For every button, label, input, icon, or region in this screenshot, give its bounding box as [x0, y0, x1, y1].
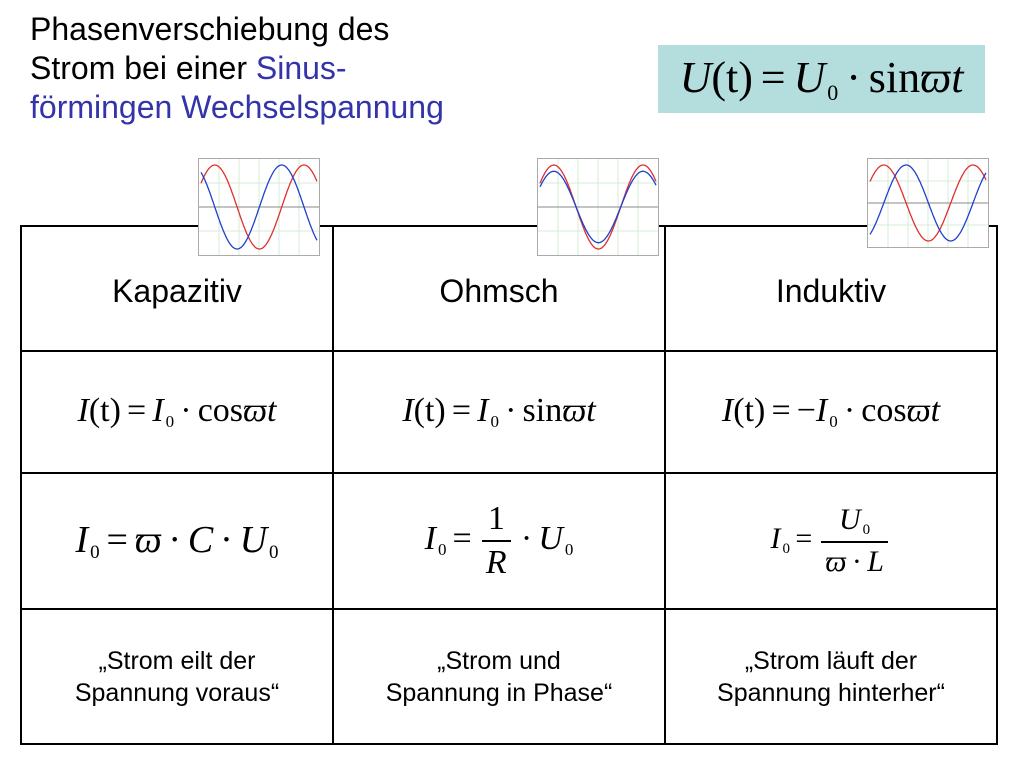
phase-table: [20, 225, 998, 745]
current-func: sin: [522, 392, 563, 430]
fraction-dot: ·: [851, 545, 862, 579]
amp-dot-1: ·: [168, 518, 182, 561]
fraction-denominator: [821, 545, 888, 579]
note-line-1: „Strom und: [437, 646, 561, 675]
amp-fraction: [821, 503, 888, 579]
waveform-plot-induktiv: [867, 158, 989, 248]
amp-U: U: [239, 518, 268, 561]
current-t: t: [267, 392, 277, 430]
amplitude-ohmsch: [334, 474, 666, 610]
current-t: t: [930, 392, 941, 430]
current-symbol: I: [77, 392, 89, 430]
voltage-dot: ·: [846, 53, 861, 103]
amp-eq: =: [106, 518, 128, 561]
note-line-1: „Strom läuft der: [744, 646, 918, 675]
waveform-svg: [868, 159, 988, 247]
header-kapazitiv: Kapazitiv: [22, 227, 334, 352]
voltage-formula: [680, 52, 964, 106]
current-eq-induktiv: [666, 352, 996, 474]
current-amp: I: [477, 392, 489, 430]
fraction-numerator: 1: [487, 500, 505, 537]
title-line-2-black: Strom bei einer: [30, 50, 256, 86]
amp-U-sub: 0: [269, 542, 279, 564]
current-amp: I: [815, 392, 828, 430]
voltage-t: t: [951, 53, 964, 103]
fraction-bar: [482, 540, 511, 542]
amp-dot: ·: [520, 519, 533, 557]
current-amp: I: [152, 392, 164, 430]
note-line-2: Spannung voraus“: [74, 678, 280, 707]
amp-dot-2: ·: [220, 518, 233, 561]
amp-I-sub: 0: [90, 542, 100, 564]
voltage-func: sin: [868, 53, 921, 103]
amp-U-sub: 0: [564, 539, 574, 559]
current-omega: ϖ: [906, 392, 931, 430]
amplitude-induktiv: [666, 474, 996, 610]
current-arg: (t): [88, 392, 121, 430]
note-line-2: Spannung hinterher“: [717, 678, 945, 707]
header-induktiv: Induktiv: [666, 227, 996, 352]
current-eq-sign: =: [127, 392, 147, 430]
current-t: t: [586, 392, 596, 430]
current-amp-sub: 0: [165, 411, 175, 431]
waveform-plot-ohmsch: [537, 158, 659, 256]
fraction-denominator: R: [485, 544, 507, 581]
fraction-bar: [821, 541, 888, 543]
fraction-omega: ϖ: [825, 545, 847, 579]
current-arg: (t): [413, 392, 446, 430]
waveform-svg: [538, 159, 658, 255]
voltage-symbol: U: [679, 53, 712, 103]
fraction-L: L: [867, 545, 884, 579]
current-eq-kapazitiv: [22, 352, 334, 474]
voltage-amp: U: [793, 53, 826, 103]
amp-fraction: [482, 500, 511, 582]
voltage-formula-box: [658, 45, 985, 113]
fraction-U-sub: 0: [862, 522, 871, 539]
current-eq-ohmsch: [334, 352, 666, 474]
current-dot: ·: [505, 392, 517, 430]
current-omega: ϖ: [562, 392, 587, 430]
amp-I-sub: 0: [782, 541, 790, 558]
title-line-2: [30, 49, 590, 88]
note-line-2: Spannung in Phase“: [385, 678, 613, 707]
fraction-numerator: [835, 503, 874, 539]
current-amp-sub: 0: [829, 411, 838, 431]
current-arg: (t): [733, 392, 766, 430]
title-line-1: Phasenverschiebung des: [30, 11, 390, 47]
amp-U: U: [538, 519, 563, 557]
amp-eq: =: [452, 519, 472, 557]
current-func: cos: [197, 392, 244, 430]
amp-I: I: [75, 518, 89, 561]
voltage-eq: =: [760, 53, 786, 103]
fraction-U: U: [839, 502, 861, 536]
current-dot: ·: [180, 392, 192, 430]
current-eq-sign: =: [771, 392, 791, 430]
voltage-omega: ϖ: [920, 53, 952, 103]
waveform-svg: [199, 159, 319, 255]
current-minus: −: [796, 392, 816, 430]
amp-I: I: [424, 519, 436, 557]
amp-omega: ϖ: [134, 518, 162, 561]
amp-I-sub: 0: [437, 539, 447, 559]
note-induktiv: [666, 610, 996, 743]
waveform-plot-kapazitiv: [198, 158, 320, 256]
current-omega: ϖ: [243, 392, 268, 430]
current-dot: ·: [843, 392, 856, 430]
current-symbol: I: [721, 392, 734, 430]
title-line-2-blue: Sinus-: [255, 50, 347, 86]
current-amp-sub: 0: [490, 411, 499, 431]
amplitude-kapazitiv: [22, 474, 334, 610]
voltage-amp-sub: 0: [827, 79, 839, 105]
header-ohmsch: Ohmsch: [334, 227, 666, 352]
amp-eq: =: [795, 521, 813, 555]
current-eq-sign: =: [451, 392, 472, 430]
slide-title: [30, 10, 590, 127]
note-line-1: „Strom eilt der: [98, 646, 256, 675]
amp-I: I: [770, 521, 781, 555]
current-func: cos: [861, 392, 907, 430]
current-symbol: I: [402, 392, 414, 430]
voltage-arg: (t): [711, 53, 753, 103]
title-line-3: förmingen Wechselspannung: [30, 89, 444, 125]
note-kapazitiv: [22, 610, 334, 743]
amp-C: C: [187, 518, 214, 561]
note-ohmsch: [334, 610, 666, 743]
